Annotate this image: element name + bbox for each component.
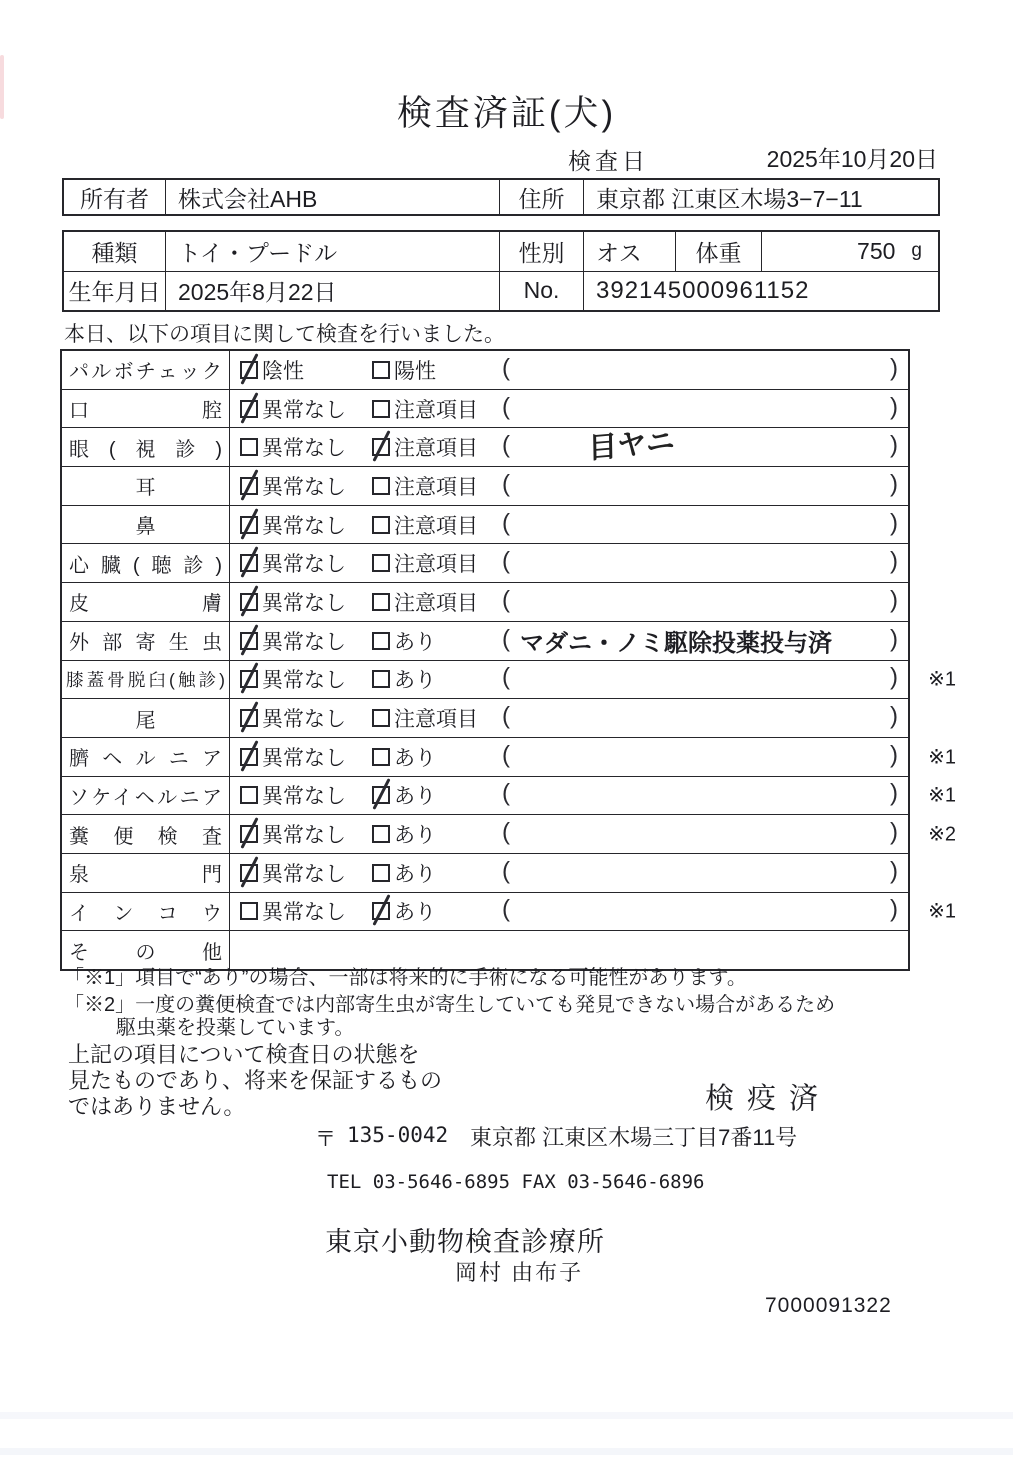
exam-item-label: 鼻 xyxy=(62,506,230,544)
checkbox-label: 異常なし xyxy=(262,514,346,538)
checkbox-option xyxy=(240,355,304,385)
checkbox-icon xyxy=(372,709,390,727)
exam-row xyxy=(62,505,908,544)
postal-code: 135-0042 xyxy=(347,1123,449,1147)
checkbox-option xyxy=(240,432,346,462)
checkbox-icon xyxy=(372,554,390,572)
exam-row-content xyxy=(230,622,908,660)
exam-row-content xyxy=(230,467,908,505)
exam-row-content xyxy=(230,390,908,428)
exam-row xyxy=(62,427,908,466)
paren-close: ) xyxy=(890,663,898,691)
sex-label: 性別 xyxy=(499,232,583,271)
note-mark: ※1 xyxy=(928,746,956,769)
checkbox-option xyxy=(372,548,478,578)
checked-checkbox-icon xyxy=(240,477,258,495)
checkbox-option xyxy=(240,858,346,888)
page-title: 検査済証(犬) xyxy=(396,94,617,133)
paren-open: ( xyxy=(502,780,510,808)
checkbox-option xyxy=(240,742,346,772)
exam-row xyxy=(62,389,908,428)
checked-checkbox-icon xyxy=(240,516,258,534)
clinic-name: 東京小動物検査診療所 xyxy=(325,1227,605,1257)
paren-open: ( xyxy=(502,470,510,498)
inspection-date-value: 2025年10月20日 xyxy=(766,146,938,172)
checkbox-icon xyxy=(240,438,258,456)
printed-remark: マダニ・ノミ駆除投薬投与済 xyxy=(520,629,832,657)
owner-table xyxy=(62,178,940,216)
checkbox-option xyxy=(372,510,478,540)
exam-row xyxy=(62,853,908,892)
postal-mark-icon: 〒 xyxy=(315,1128,336,1151)
disclaimer-text xyxy=(68,1042,442,1120)
exam-row xyxy=(62,466,908,505)
checkbox-option xyxy=(240,664,346,694)
checkbox-option xyxy=(240,471,346,501)
intro-text: 本日、以下の項目に関して検査を行いました。 xyxy=(64,323,505,346)
checkbox-option xyxy=(372,703,478,733)
pet-info-table xyxy=(62,230,940,312)
checkbox-option xyxy=(240,896,346,926)
weight-value-cell xyxy=(761,232,938,271)
exam-row-content xyxy=(230,699,908,737)
paren-open: ( xyxy=(502,741,510,769)
owner-row xyxy=(64,180,938,214)
exam-item-label: 泉門 xyxy=(62,854,230,892)
exam-row-content xyxy=(230,351,908,389)
paren-close: ) xyxy=(890,431,898,459)
checked-checkbox-icon xyxy=(240,825,258,843)
checkbox-icon xyxy=(372,516,390,534)
exam-item-label: 臍ヘルニア xyxy=(62,738,230,776)
checkbox-icon xyxy=(372,864,390,882)
exam-row xyxy=(62,892,956,931)
birth-value: 2025年8月22日 xyxy=(165,272,499,311)
paren-close: ) xyxy=(890,896,898,924)
checkbox-icon xyxy=(372,670,390,688)
exam-row-content xyxy=(230,544,908,582)
exam-item-label: 耳 xyxy=(62,467,230,505)
handwritten-remark: 目ヤニ xyxy=(587,425,676,466)
exam-row xyxy=(62,776,956,815)
checkbox-label: 異常なし xyxy=(262,553,346,577)
checkbox-option xyxy=(372,819,436,849)
exam-row xyxy=(62,543,908,582)
checked-checkbox-icon xyxy=(240,748,258,766)
checkbox-label: あり xyxy=(394,862,436,886)
exam-row xyxy=(62,698,908,737)
tel-fax: TEL 03-5646-6895 FAX 03-5646-6896 xyxy=(327,1171,705,1193)
note-mark: ※2 xyxy=(928,823,956,846)
address-label: 住所 xyxy=(499,180,583,214)
exam-item-label: 外部寄生虫 xyxy=(62,622,230,660)
weight-unit: g xyxy=(911,240,922,262)
checkbox-option xyxy=(372,355,436,385)
checked-checkbox-icon xyxy=(372,438,390,456)
weight-label: 体重 xyxy=(675,232,761,271)
paren-open: ( xyxy=(502,354,510,382)
exam-row-content xyxy=(230,583,908,621)
checkbox-icon xyxy=(240,786,258,804)
checkbox-label: あり xyxy=(394,630,436,654)
checkbox-option xyxy=(372,742,436,772)
checkbox-option xyxy=(372,664,436,694)
checkbox-label: 異常なし xyxy=(262,746,346,770)
paren-open: ( xyxy=(502,431,510,459)
paren-close: ) xyxy=(890,470,898,498)
checkbox-option xyxy=(240,548,346,578)
checkbox-label: あり xyxy=(394,824,436,848)
clinic-address: 東京都 江東区木場三丁目7番11号 xyxy=(470,1125,798,1150)
owner-label: 所有者 xyxy=(80,185,149,212)
checkbox-icon xyxy=(372,632,390,650)
exam-row xyxy=(62,737,956,776)
pet-info-row-2 xyxy=(64,271,938,311)
birth-label: 生年月日 xyxy=(68,279,161,306)
checked-checkbox-icon xyxy=(372,902,390,920)
paren-open: ( xyxy=(502,625,510,653)
checked-checkbox-icon xyxy=(240,400,258,418)
checkbox-icon xyxy=(372,593,390,611)
paren-close: ) xyxy=(890,702,898,730)
checkbox-icon xyxy=(372,825,390,843)
exam-row xyxy=(62,621,908,660)
checkbox-icon xyxy=(372,748,390,766)
checkbox-label: 異常なし xyxy=(262,669,346,693)
checkbox-label: 陰性 xyxy=(262,359,304,383)
checkbox-option xyxy=(240,703,346,733)
document-code: 7000091322 xyxy=(765,1294,892,1317)
checkbox-option xyxy=(240,626,346,656)
exam-item-label: 尾 xyxy=(62,699,230,737)
checkbox-label: 異常なし xyxy=(262,785,346,809)
quarantine-passed-stamp: 検疫済 xyxy=(705,1083,832,1115)
exam-item-label: 心臓(聴診) xyxy=(62,544,230,582)
checked-checkbox-icon xyxy=(240,593,258,611)
checkbox-option xyxy=(240,780,346,810)
paren-open: ( xyxy=(502,896,510,924)
exam-row-content xyxy=(230,893,956,931)
paren-open: ( xyxy=(502,702,510,730)
disclaimer-line: 上記の項目について検査日の状態を xyxy=(68,1042,420,1067)
checked-checkbox-icon xyxy=(240,632,258,650)
exam-row-content xyxy=(230,661,956,699)
paren-close: ) xyxy=(890,547,898,575)
checkbox-label: 異常なし xyxy=(262,901,346,925)
paren-open: ( xyxy=(502,547,510,575)
paren-close: ) xyxy=(890,509,898,537)
exam-item-label: 膝蓋骨脱臼(触診) xyxy=(62,661,230,699)
breed-value: トイ・プードル xyxy=(165,232,499,271)
exam-row-content xyxy=(230,425,908,466)
checkbox-label: 注意項目 xyxy=(394,514,478,538)
checkbox-option xyxy=(240,587,346,617)
no-label: No. xyxy=(499,272,583,311)
exam-item-label: インコウ xyxy=(62,893,230,931)
breed-label: 種類 xyxy=(91,239,138,266)
paren-open: ( xyxy=(502,857,510,885)
paren-close: ) xyxy=(890,393,898,421)
exam-row-content xyxy=(230,815,956,853)
checkbox-label: 注意項目 xyxy=(394,708,478,732)
checked-checkbox-icon xyxy=(240,709,258,727)
exam-item-label: ソケイヘルニア xyxy=(62,777,230,815)
paren-close: ) xyxy=(890,818,898,846)
checkbox-label: あり xyxy=(394,669,436,693)
paren-close: ) xyxy=(890,354,898,382)
exam-row xyxy=(62,351,908,389)
checkbox-label: あり xyxy=(394,785,436,809)
checkbox-option xyxy=(372,394,478,424)
exam-item-label: その他 xyxy=(62,931,230,969)
sex-value: オス xyxy=(583,232,675,271)
exam-item-label: 口腔 xyxy=(62,390,230,428)
checkbox-option xyxy=(372,858,436,888)
footnote-1: 「※1」項目で“あり”の場合、一部は将来的に手術になる可能性があります。 xyxy=(64,967,747,989)
checkbox-option xyxy=(372,432,478,462)
checkbox-option xyxy=(372,587,478,617)
checkbox-label: 注意項目 xyxy=(394,475,478,499)
exam-item-label: 眼(視診) xyxy=(62,428,230,466)
disclaimer-line: 見たものであり、将来を保証するもの xyxy=(68,1068,443,1093)
checkbox-label: 異常なし xyxy=(262,630,346,654)
checkbox-label: 注意項目 xyxy=(394,591,478,615)
scan-artifact xyxy=(0,1412,1013,1419)
no-value: 392145000961152 xyxy=(583,272,938,311)
checkbox-label: 注意項目 xyxy=(394,437,478,461)
paren-close: ) xyxy=(890,780,898,808)
paren-open: ( xyxy=(502,586,510,614)
checkbox-label: 異常なし xyxy=(262,591,346,615)
checkbox-label: 異常なし xyxy=(262,398,346,422)
checkbox-option xyxy=(372,471,478,501)
paren-open: ( xyxy=(502,393,510,421)
exam-table xyxy=(60,349,956,971)
exam-row-content xyxy=(230,738,956,776)
paren-close: ) xyxy=(890,625,898,653)
paren-close: ) xyxy=(890,857,898,885)
note-mark: ※1 xyxy=(928,900,956,923)
checked-checkbox-icon xyxy=(240,361,258,379)
checkbox-icon xyxy=(372,361,390,379)
paren-open: ( xyxy=(502,818,510,846)
disclaimer-line: ではありません。 xyxy=(68,1094,246,1119)
exam-row xyxy=(62,582,908,621)
owner-value: 株式会社AHB xyxy=(165,180,499,214)
checkbox-label: 異常なし xyxy=(262,824,346,848)
checkbox-label: 異常なし xyxy=(262,475,346,499)
paren-open: ( xyxy=(502,663,510,691)
checkbox-option xyxy=(240,394,346,424)
checked-checkbox-icon xyxy=(240,864,258,882)
exam-item-label: パルボチェック xyxy=(62,351,230,389)
note-mark: ※1 xyxy=(928,784,956,807)
inspection-date-label: 検査日 xyxy=(568,148,649,174)
exam-row xyxy=(62,814,956,853)
paren-open: ( xyxy=(502,509,510,537)
checkbox-label: 異常なし xyxy=(262,862,346,886)
exam-row-content xyxy=(230,506,908,544)
footnote-2-continued: 駆虫薬を投薬しています。 xyxy=(116,1017,355,1039)
checkbox-label: 陽性 xyxy=(394,359,436,383)
checkbox-option xyxy=(240,510,346,540)
note-mark: ※1 xyxy=(928,668,956,691)
checkbox-label: あり xyxy=(394,901,436,925)
checkbox-option xyxy=(372,626,436,656)
exam-row xyxy=(62,660,956,699)
checkbox-icon xyxy=(372,400,390,418)
checkbox-label: あり xyxy=(394,746,436,770)
paren-close: ) xyxy=(890,741,898,769)
checkbox-label: 注意項目 xyxy=(394,398,478,422)
scan-artifact xyxy=(0,1448,1013,1455)
checkbox-icon xyxy=(240,902,258,920)
address-value: 東京都 江東区木場3−7−11 xyxy=(583,180,938,214)
paren-close: ) xyxy=(890,586,898,614)
exam-item-label: 皮膚 xyxy=(62,583,230,621)
pet-info-row-1 xyxy=(64,232,938,271)
exam-row-content xyxy=(230,777,956,815)
checkbox-label: 異常なし xyxy=(262,708,346,732)
checkbox-label: 注意項目 xyxy=(394,553,478,577)
exam-item-label: 糞便検査 xyxy=(62,815,230,853)
checkbox-label: 異常なし xyxy=(262,437,346,461)
checked-checkbox-icon xyxy=(240,670,258,688)
veterinarian-name: 岡村 由布子 xyxy=(455,1260,584,1285)
weight-value: 750 xyxy=(857,237,896,264)
checkbox-option xyxy=(240,819,346,849)
checked-checkbox-icon xyxy=(372,786,390,804)
exam-row-content xyxy=(230,854,908,892)
footnote-2: 「※2」一度の糞便検査では内部寄生虫が寄生していても発見できない場合があるため xyxy=(64,994,836,1016)
checkbox-option xyxy=(372,896,436,926)
checkbox-option xyxy=(372,780,436,810)
checkbox-icon xyxy=(372,477,390,495)
checked-checkbox-icon xyxy=(240,554,258,572)
